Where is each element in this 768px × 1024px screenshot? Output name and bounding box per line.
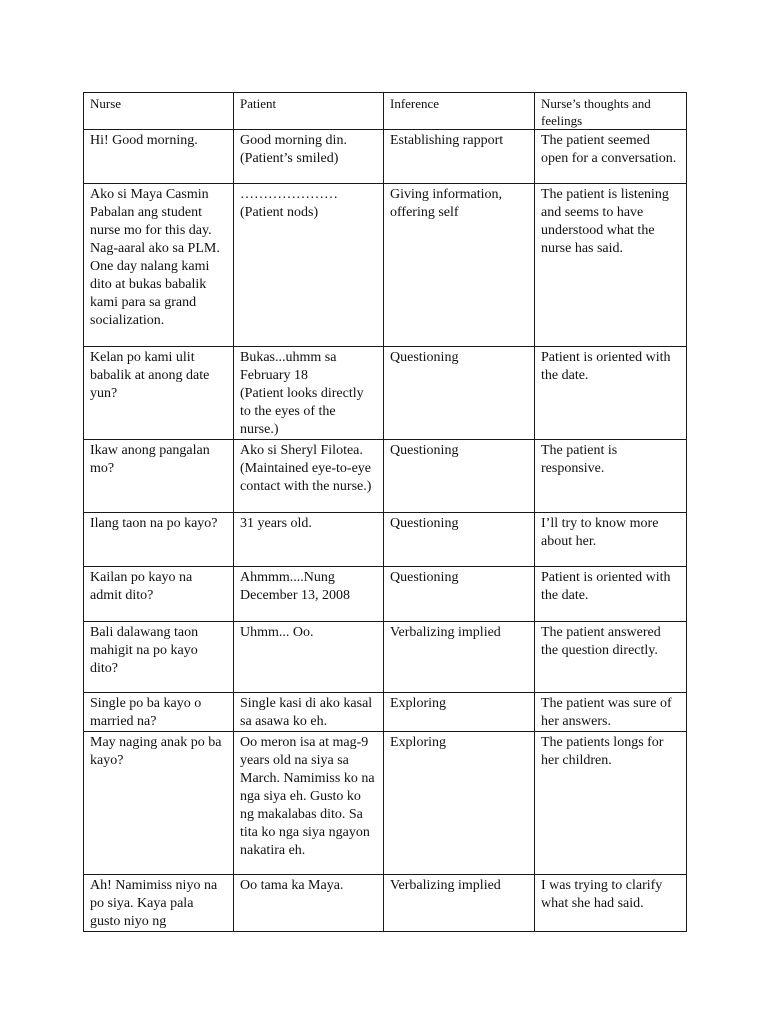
thoughts-cell: The patient seemed open for a conversation. <box>535 130 687 184</box>
patient-cell: Uhmm... Oo. <box>234 622 384 693</box>
thoughts-cell: Patient is oriented with the date. <box>535 567 687 622</box>
inference-cell: Questioning <box>384 347 535 440</box>
inference-cell: Verbalizing implied <box>384 622 535 693</box>
table-row <box>84 440 687 513</box>
thoughts-cell: Patient is oriented with the date. <box>535 347 687 440</box>
inference-cell: Questioning <box>384 440 535 513</box>
nurse-cell: Ah! Namimiss niyo na po siya. Kaya pala gusto niyo ng <box>84 875 234 932</box>
inference-cell: Establishing rapport <box>384 130 535 184</box>
thoughts-cell: The patients longs for her children. <box>535 732 687 875</box>
table-row <box>84 693 687 732</box>
patient-cell: Oo meron isa at mag-9 years old na siya sa March. Namimiss ko na nga siya eh. Gusto ko ng makalabas dito. Sa tita ko nga siya ngayon nakatira eh. <box>234 732 384 875</box>
thoughts-cell: I’ll try to know more about her. <box>535 513 687 567</box>
nurse-cell: Hi! Good morning. <box>84 130 234 184</box>
table-row <box>84 184 687 347</box>
table-row <box>84 622 687 693</box>
patient-cell: Oo tama ka Maya. <box>234 875 384 932</box>
inference-cell: Exploring <box>384 732 535 875</box>
nurse-cell: Kelan po kami ulit babalik at anong date yun? <box>84 347 234 440</box>
table-row <box>84 347 687 440</box>
thoughts-cell: The patient is responsive. <box>535 440 687 513</box>
nurse-cell: Bali dalawang taon mahigit na po kayo dito? <box>84 622 234 693</box>
thoughts-cell: I was trying to clarify what she had said. <box>535 875 687 932</box>
patient-cell: 31 years old. <box>234 513 384 567</box>
patient-cell: Ahmmm....Nung December 13, 2008 <box>234 567 384 622</box>
inference-cell: Verbalizing implied <box>384 875 535 932</box>
header-inference: Inference <box>384 93 535 130</box>
table-row <box>84 732 687 875</box>
patient-cell: ………………… (Patient nods) <box>234 184 384 347</box>
thoughts-cell: The patient is listening and seems to have understood what the nurse has said. <box>535 184 687 347</box>
process-recording-table <box>83 92 687 932</box>
patient-cell: Ako si Sheryl Filotea. (Maintained eye-to-eye contact with the nurse.) <box>234 440 384 513</box>
table-header-row <box>84 93 687 130</box>
patient-cell: Single kasi di ako kasal sa asawa ko eh. <box>234 693 384 732</box>
nurse-cell: Single po ba kayo o married na? <box>84 693 234 732</box>
nurse-cell: Kailan po kayo na admit dito? <box>84 567 234 622</box>
table-row <box>84 875 687 932</box>
inference-cell: Exploring <box>384 693 535 732</box>
patient-cell: Good morning din. (Patient’s smiled) <box>234 130 384 184</box>
nurse-cell: Ikaw anong pangalan mo? <box>84 440 234 513</box>
inference-cell: Giving information, offering self <box>384 184 535 347</box>
nurse-cell: May naging anak po ba kayo? <box>84 732 234 875</box>
patient-cell: Bukas...uhmm sa February 18 (Patient looks directly to the eyes of the nurse.) <box>234 347 384 440</box>
nurse-cell: Ako si Maya Casmin Pabalan ang student nurse mo for this day. Nag-aaral ako sa PLM. One day nalang kami dito at bukas babalik kami para sa grand socialization. <box>84 184 234 347</box>
header-patient: Patient <box>234 93 384 130</box>
nurse-cell: Ilang taon na po kayo? <box>84 513 234 567</box>
thoughts-cell: The patient answered the question directly. <box>535 622 687 693</box>
inference-cell: Questioning <box>384 567 535 622</box>
thoughts-cell: The patient was sure of her answers. <box>535 693 687 732</box>
table-row <box>84 130 687 184</box>
table-row <box>84 567 687 622</box>
header-thoughts: Nurse’s thoughts and feelings <box>535 93 687 130</box>
inference-cell: Questioning <box>384 513 535 567</box>
table-row <box>84 513 687 567</box>
header-nurse: Nurse <box>84 93 234 130</box>
